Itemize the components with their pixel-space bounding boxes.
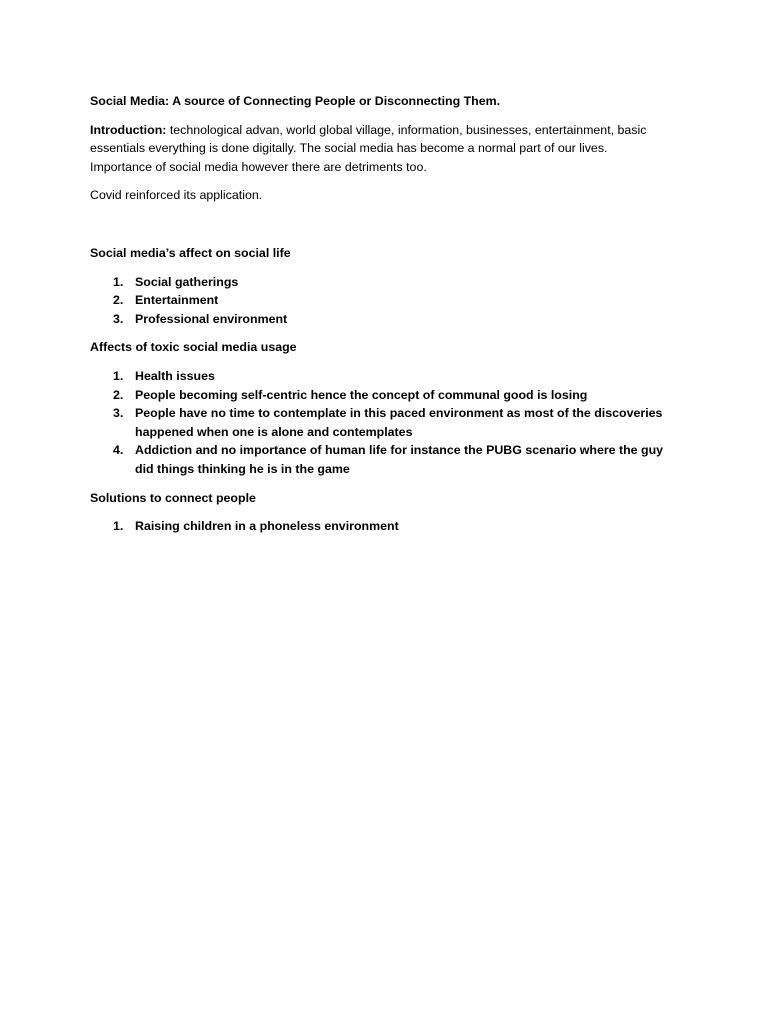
solutions-list — [90, 517, 672, 536]
list-number: 4. — [113, 443, 124, 458]
list-item-text: Addiction and no importance of human life for instance the PUBG scenario where the guy did things thinking he is in the game — [135, 443, 664, 476]
list-item — [90, 291, 672, 310]
list-number: 1. — [113, 519, 124, 534]
list-number: 1. — [113, 274, 124, 289]
toxic-usage-list — [90, 367, 672, 479]
list-item-text: Professional environment — [135, 311, 288, 326]
social-life-list — [90, 273, 672, 329]
list-number: 1. — [113, 368, 124, 383]
list-number: 3. — [113, 406, 124, 421]
list-number: 2. — [113, 387, 124, 402]
list-item — [90, 441, 672, 478]
list-item-text: People becoming self-centric hence the concept of communal good is losing — [135, 387, 588, 402]
list-item — [90, 386, 672, 405]
covid-note: Covid reinforced its application. — [90, 188, 263, 203]
list-number: 3. — [113, 311, 124, 326]
list-item-text: Social gatherings — [135, 274, 239, 289]
list-item — [90, 310, 672, 329]
introduction-label: Introduction: — [90, 122, 167, 137]
list-item — [90, 367, 672, 386]
document-body — [90, 92, 672, 546]
section-heading-solutions: Solutions to connect people — [90, 490, 256, 505]
section-spacer — [90, 215, 672, 244]
list-item — [90, 404, 672, 441]
section-heading-toxic-usage: Affects of toxic social media usage — [90, 340, 297, 355]
introduction-text: technological advan, world global village, information, businesses, entertainment, basic essentials everything is done digitally. The social media has become a normal part of our lives. Importance of social media however there are detriments too. — [90, 122, 647, 174]
introduction-paragraph — [90, 121, 672, 177]
list-item-text: People have no time to contemplate in this paced environment as most of the discoveries happened when one is alone and contemplates — [135, 406, 663, 439]
list-item-text: Health issues — [135, 368, 215, 383]
list-item-text: Entertainment — [135, 293, 219, 308]
list-number: 2. — [113, 293, 124, 308]
document-title: Social Media: A source of Connecting People or Disconnecting Them. — [90, 94, 501, 108]
list-item — [90, 517, 672, 536]
list-item-text: Raising children in a phoneless environment — [135, 519, 399, 534]
section-heading-social-life: Social media’s affect on social life — [90, 245, 291, 260]
list-item — [90, 273, 672, 292]
